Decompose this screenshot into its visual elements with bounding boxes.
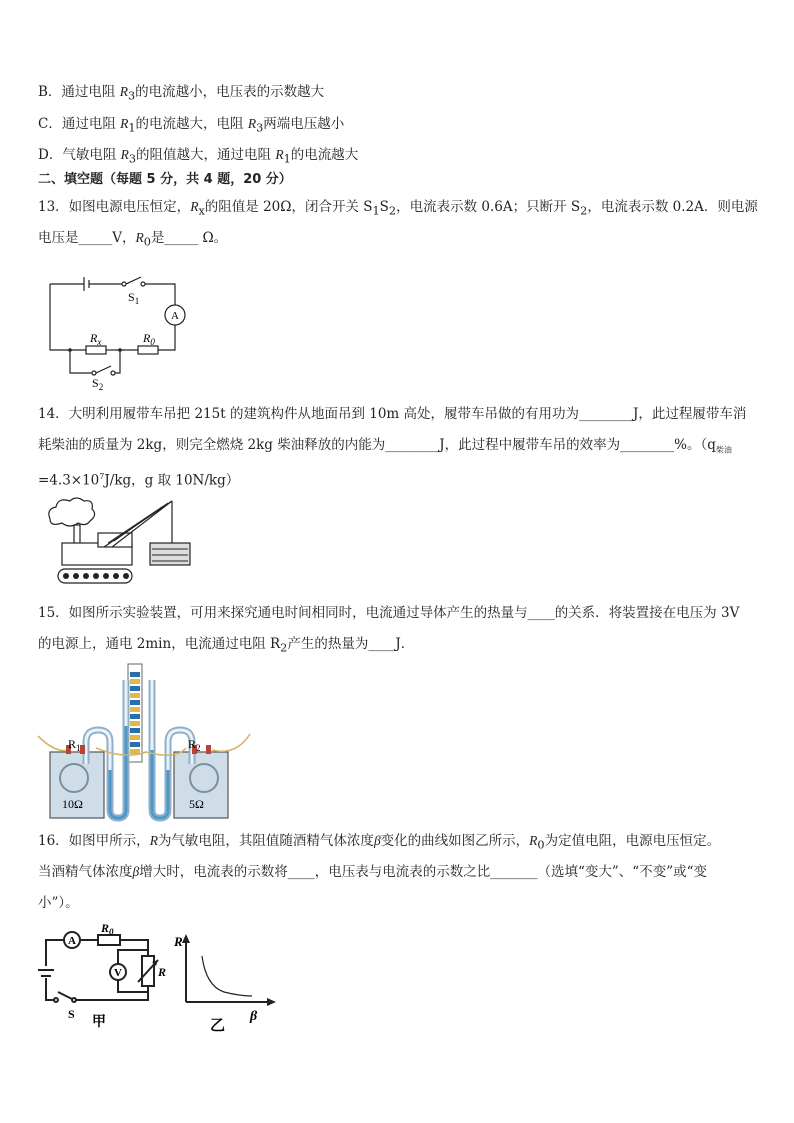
crawler-crane-illustration [44,497,204,593]
text: J，此过程履带车消 [633,406,747,422]
text: 耗柴油的质量为 2kg，则完全燃烧 2kg 柴油释放的内能为 [38,437,386,453]
option-c-text: 的电流越大，电阻 [135,116,248,132]
r-label: R [158,965,167,979]
left-resistance-value: 10Ω [62,797,83,811]
text: Ω。 [198,230,228,246]
q16-line3: 小”）。 [38,895,79,911]
switch-label: S [68,1007,75,1021]
text: （选填“变大”、“不变”或“变 [537,864,707,880]
subscript: 3 [256,121,264,135]
subscript: 2 [388,204,397,218]
text: ，电流表示数 0.2A．则电源 [587,199,758,215]
x-axis-arrow-icon [267,998,276,1006]
option-c-text: C．通过电阻 [38,116,121,132]
text: J． [395,636,415,652]
text: 的阻值是 20Ω，闭合开关 S [204,199,373,215]
option-d [38,145,358,170]
junction-dot [68,348,72,352]
text: ，电压表与电流表的示数之比 [314,864,491,880]
text: 当酒精气体浓度 [38,864,133,880]
voltmeter-label: V [114,967,122,979]
section-title: 二、填空题（每题 5 分，共 4 题，20 分） [38,172,292,187]
subscript: 0 [143,235,151,249]
y-axis-arrow-icon [182,934,190,943]
answer-blank[interactable]: ____ [287,864,315,880]
text: J/kg，g 取 10N/kg） [104,472,240,489]
beta-symbol: β [132,864,140,879]
r2-label: $R_2$ [188,737,201,753]
resistor-symbol: R [190,199,199,214]
option-b-text: B．通过电阻 [38,84,120,100]
resistance-curve [202,956,252,996]
superscript: 7 [99,472,105,481]
figure-caption-jia: 甲 [92,1015,106,1030]
text: =4.3×10 [38,472,100,489]
resistor-symbol: R [119,84,128,99]
resistor-symbol: R [529,833,538,848]
answer-blank[interactable]: _____ [78,230,113,246]
text: 16．如图甲所示， [38,833,150,849]
subscript: x [198,204,205,218]
text: 电压是 [38,230,79,246]
option-d-text: 的电流越大 [290,147,359,163]
option-c [38,114,344,139]
text: 为气敏电阻，其阻值随酒精气体浓度 [157,833,374,849]
text: 增大时，电流表的示数将 [139,864,288,880]
answer-blank[interactable]: _______ [490,864,538,880]
subscript: 3 [127,89,136,103]
q15-line2 [38,634,414,659]
resistance-vs-concentration-graph [170,930,280,1034]
option-b [38,82,324,107]
text: 的电源上，通电 2min，电流通过电阻 R [38,636,281,652]
q13-circuit-diagram [40,272,200,392]
answer-blank[interactable]: ____ [368,636,396,652]
switch-s1-label: $S_1$ [128,290,140,306]
resistor-symbol: R [135,230,144,245]
subscript: 3 [128,152,137,166]
text: 产生的热量为 [287,636,369,652]
option-d-text: 的阻值越大，通过电阻 [136,147,276,163]
text: S [379,199,389,215]
subscript: 柴油 [715,445,732,455]
text: 14．大明利用履带车吊把 215t 的建筑构件从地面吊到 10m 高处，履带车吊做的有用功为 [38,406,580,422]
r0-label: $R_0$ [101,922,114,937]
option-b-text: 的电流越小，电压表的示数越大 [135,84,325,100]
junction-dot [118,348,122,352]
joule-heating-apparatus [36,660,266,824]
q16-line1 [38,831,720,856]
subscript: 0 [537,838,545,852]
r0-label: $R_0$ [143,331,155,347]
q14-line3 [38,467,239,491]
rx-label: $R_x$ [90,331,102,347]
ammeter-label: A [171,310,179,322]
figure-caption-yi: 乙 [210,1018,226,1034]
scale-ruler [128,664,142,762]
text: 变化的曲线如图乙所示， [380,833,530,849]
answer-blank[interactable]: ____ [527,605,555,621]
text: V， [112,230,136,246]
text: ，电流表示数 0.6A；只断开 S [396,199,581,215]
resistor-symbol: R [149,833,158,848]
subscript: 2 [280,641,288,655]
resistor-symbol: R [247,116,257,131]
text: 是 [150,230,165,246]
text: 13．如图电源电压恒定， [38,199,191,215]
answer-blank[interactable]: ________ [385,437,440,453]
text: J，此过程中履带车吊的效率为 [439,437,621,453]
switch-s2-label: $S_2$ [92,376,104,392]
answer-blank[interactable]: _____ [164,230,199,246]
ammeter-label: A [68,935,76,947]
q16-circuit-diagram [36,922,176,1032]
resistor-symbol: R [275,147,284,162]
subscript: 2 [580,204,588,218]
text: 的关系．将装置接在电压为 3V [554,605,740,621]
option-d-text: D．气敏电阻 [38,147,121,163]
right-resistance-value: 5Ω [189,797,204,811]
option-c-text: 两端电压越小 [263,116,345,132]
q15-line1 [38,603,739,623]
beta-symbol: β [373,833,381,848]
subscript: 1 [128,121,136,135]
q14-line2 [38,435,732,461]
subscript: 1 [372,204,380,218]
q16-line2 [38,862,707,882]
y-axis-label: R [174,934,183,949]
text: 15．如图所示实验装置，可用来探究通电时间相同时，电流通过导体产生的热量与 [38,605,528,621]
resistor-symbol: R [120,147,129,162]
r1-label: $R_1$ [68,737,81,753]
text: %。（q [674,437,716,453]
text: 为定值电阻，电源电压恒定。 [544,833,721,849]
x-axis-label: β [250,1009,258,1024]
answer-blank[interactable]: ________ [620,437,675,453]
q13-line2 [38,228,227,253]
q13-line1 [38,197,758,222]
answer-blank[interactable]: ________ [579,406,634,422]
q14-line1 [38,404,746,424]
subscript: 1 [283,152,291,166]
resistor-symbol: R [120,116,129,131]
